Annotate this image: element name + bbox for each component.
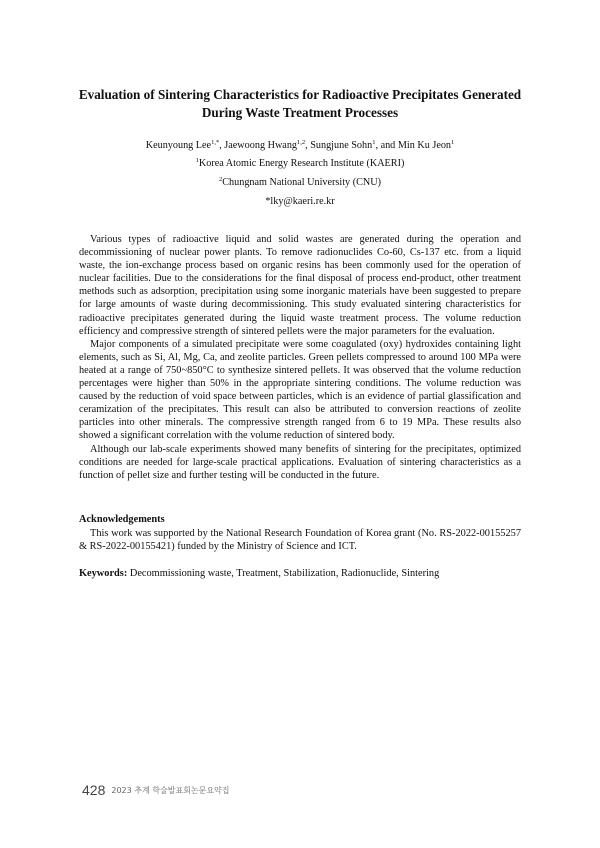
acknowledgements-heading: Acknowledgements xyxy=(79,514,165,525)
abstract-body xyxy=(79,233,521,482)
author-sep: , xyxy=(305,140,311,151)
page-footer xyxy=(82,780,230,799)
title-line-2: During Waste Treatment Processes xyxy=(201,105,399,120)
paper-title xyxy=(60,86,540,122)
acknowledgements xyxy=(79,527,521,553)
title-line-1: Evaluation of Sintering Characteristics for Radioactive Precipitates Generated xyxy=(78,87,522,102)
author-sep: , and xyxy=(375,140,398,151)
footer-text: 2023 추계 학술발표회논문요약집 xyxy=(111,786,230,795)
author-name: Sungjune Sohn xyxy=(310,140,373,151)
body-paragraph: Various types of radioactive liquid and solid wastes are generated during the operation and decommissioning of nuclear power plants. To remove radionuclides Co-60, Cs-137 etc. from a liquid waste, the ion-exchange process based on organic resins has been commonly used for the operation of nuclear facilities. Due to the considerations for the final disposal of process end-product, other treatment methods such as adsorption, precipitation using some inorganic materials have been suggested to prepare for large amounts of waste during decommissioning. This study evaluated sintering characteristics for radioactive precipitates generated during the liquid waste treatment process. The volume reduction efficiency and compressive strength of sintered pellets were the major parameters for the evaluation. xyxy=(79,234,521,337)
author-sup: 1,2 xyxy=(297,139,306,146)
page-number: 428 xyxy=(82,782,106,798)
author-name: Min Ku Jeon xyxy=(397,140,452,151)
author-list xyxy=(40,139,560,153)
author-sup: 1 xyxy=(451,139,455,146)
keywords-label: Keywords: xyxy=(79,568,128,579)
body-paragraph: Although our lab-scale experiments showed many benefits of sintering for the precipitates, optimized conditions are needed for large-scale practical applications. Evaluation of sintering characteristics as a function of pellet size and further testing will be conducted in the future. xyxy=(79,443,521,481)
body-paragraph: Major components of a simulated precipitate were some coagulated (oxy) hydroxides containing light elements, such as Si, Al, Mg, Ca, and zeolite particles. Green pellets compressed to around 100 MPa were heated at a range of 750~850°C to synthesize sintered pellets. It was observed that the volume reduction percentages were higher than 50% in the appropriate sintering conditions. The volume reduction was caused by the reduction of void space between particles, which is an evidence of partial glassification and ceramization of the precipitates. This result can also be attributed to conversion reactions of zeolite particles into other minerals. The compressive strength ranged from 6 to 19 MPa. These results also showed a significant correlation with the volume reduction of sintered body. xyxy=(79,338,521,442)
affiliation-2 xyxy=(40,176,560,190)
author-sep: , xyxy=(219,140,225,151)
author-name: Jaewoong Hwang xyxy=(224,140,298,151)
keywords xyxy=(79,567,521,580)
affiliation-1 xyxy=(40,157,560,171)
corresponding-email: *lky@kaeri.re.kr xyxy=(265,196,335,207)
acknowledgements-text: This work was supported by the National Research Foundation of Korea grant (No. RS-2022-00155257 & RS-2022-00155421) funded by the Ministry of Science and ICT. xyxy=(79,528,521,553)
keywords-text: Decommissioning waste, Treatment, Stabilization, Radionuclide, Sintering xyxy=(127,568,440,579)
author-name: Keunyoung Lee xyxy=(145,140,212,151)
author-sup: 1,* xyxy=(211,139,220,146)
affiliation-sup: 1 xyxy=(195,157,199,164)
affiliation-text: Korea Atomic Energy Research Institute (KAERI) xyxy=(198,158,405,169)
author-sup: 1 xyxy=(372,139,376,146)
affiliation-sup: 2 xyxy=(219,176,223,183)
affiliation-text: Chungnam National University (CNU) xyxy=(222,177,381,188)
